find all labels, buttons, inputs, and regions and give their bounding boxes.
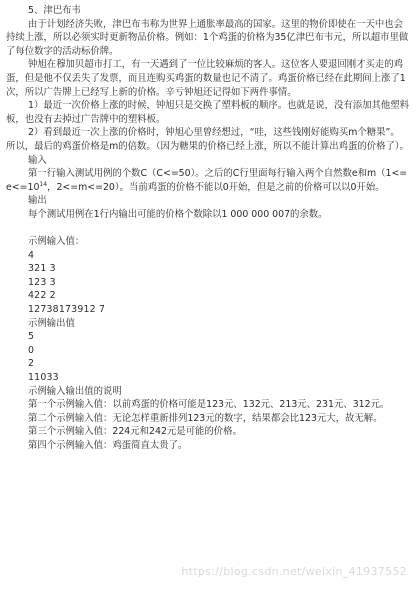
sample-output-line: 2: [28, 358, 35, 370]
input-description: [6, 167, 409, 194]
point-two-paragraph: 2）看到最近一次上涨的价格时，钟旭心里曾经想过，“哇，这些钱刚好能购买m个糖果”。所以，最后的鸡蛋价格是m的倍数。（因为糖果的价格已经上涨，所以不能计算出鸡蛋的价格了）。: [6, 127, 409, 152]
sample-input-line: 12738173912 7: [28, 304, 106, 316]
story-paragraph: 钟旭在穆加贝超市打工，有一天遇到了一位比较麻烦的客人。这位客人要退回刚才买走的鸡蛋，但是他不仅丢失了发票，而且连购买鸡蛋的数量也记不清了。鸡蛋价格已经在此期间上涨了1次，所以广告牌上已经写上新的价格。辛亏钟旭还记得如下两件事情。: [6, 59, 406, 98]
intro-paragraph: 由于计划经济失败，津巴布韦称为世界上通胀率最高的国家。这里的物价即使在一天中也会持续上涨，所以必须实时更新物品价格。例如：1个鸡蛋的价格为35亿津巴布韦元，所以超市里做了每位数字的活动标价牌。: [6, 18, 409, 57]
explanation-one: 第一个示例输入值：以前鸡蛋的价格可能是123元、132元、213元、231元、312元。: [28, 399, 390, 411]
sample-output-heading: 示例输出值: [28, 317, 75, 329]
input-heading: 输入: [28, 154, 47, 166]
point-one-paragraph: 1）最近一次价格上涨的时候，钟旭只是交换了塑料板的顺序。也就是说，没有添加其他塑料板，也没有去掉过广告牌中的塑料板。: [6, 100, 409, 125]
watermark: https://blog.csdn.net/weixin_41937552: [181, 565, 407, 579]
sample-input-line: 123 3: [28, 276, 56, 288]
sample-input-line: 321 3: [28, 263, 56, 275]
output-description: 每个测试用例在1行内输出可能的价格个数除以1 000 000 007的余数。: [28, 208, 328, 220]
spacer: [6, 222, 409, 236]
explanation-heading: 示例输入输出值的说明: [28, 385, 122, 397]
input-exponent: 14: [39, 180, 48, 188]
sample-input-line: 4: [28, 249, 35, 261]
sample-output-line: 11033: [28, 372, 59, 384]
output-heading: 输出: [28, 195, 47, 207]
sample-output-line: 5: [28, 331, 35, 343]
explanation-four: 第四个示例输入值：鸡蛋简直太贵了。: [28, 440, 188, 451]
input-text-continued: ，2<=m<=20）。当前鸡蛋的价格不能以0开始，但是之前的价格可以以0开始。: [47, 181, 385, 193]
explanation-three: 第三个示例输入值：224元和242元是可能的价格。: [28, 426, 242, 438]
input-text: 第一行输入测试用例的个数C（C<=50）。之后的C行里面每行输入两个自然数e和m（1<=e<=10: [6, 168, 408, 193]
sample-input-heading: 示例输入值：: [28, 236, 85, 248]
explanation-two: 第二个示例输入值：无论怎样重新排列123元的数字，结果都会比123元大，故无解。: [28, 412, 383, 424]
sample-output-list: [6, 330, 409, 384]
sample-input-line: 422 2: [28, 290, 56, 302]
section-title: 5、津巴布韦: [28, 5, 81, 16]
sample-output-line: 0: [28, 344, 35, 356]
sample-input-list: [6, 249, 409, 317]
